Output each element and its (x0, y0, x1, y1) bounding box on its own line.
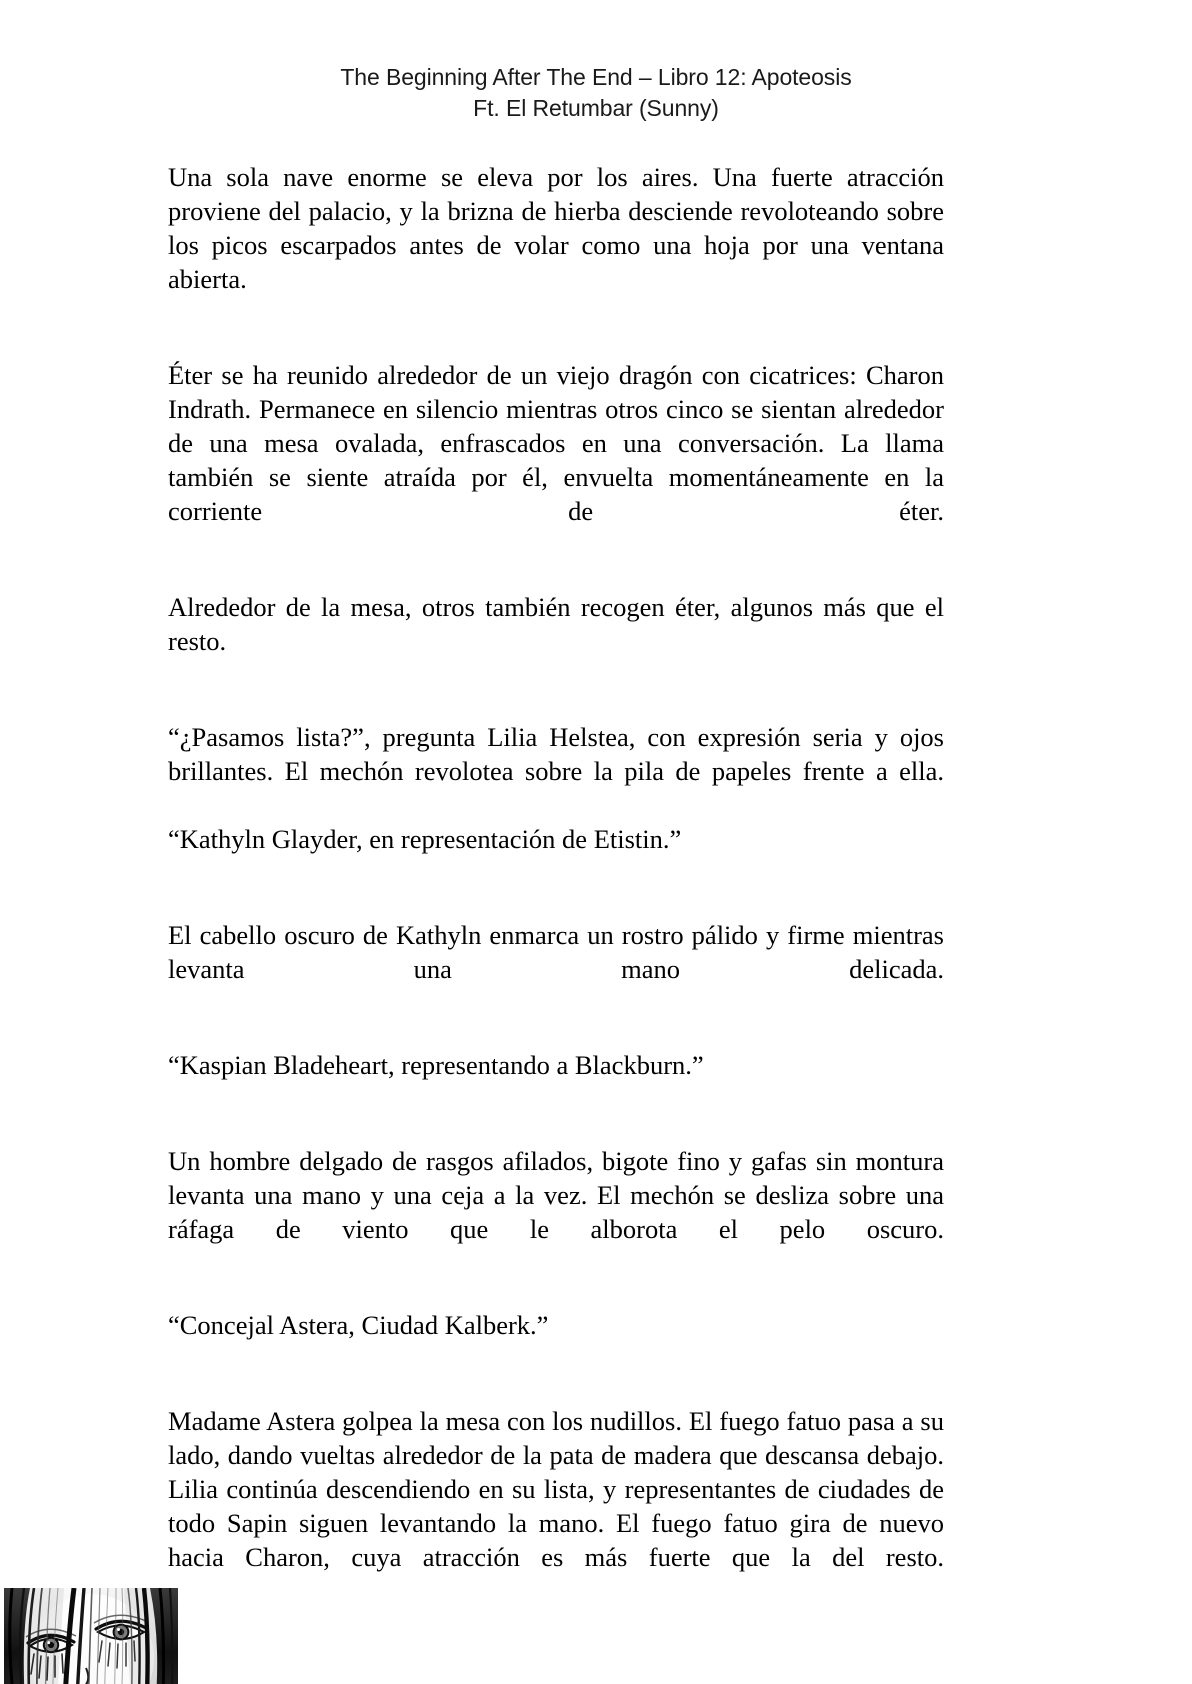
header-title-line: The Beginning After The End – Libro 12: Apoteosis (340, 64, 852, 90)
document-header (0, 62, 1192, 124)
manga-face-illustration (4, 1588, 178, 1684)
paragraph-10: Madame Astera golpea la mesa con los nudillos. El fuego fatuo pasa a su lado, dando vueltas alrededor de la pata de madera que descansa debajo. Lilia continúa descendiendo en su lista, y representantes de ciudades de todo Sapin siguen levantando la mano. El fuego fatuo gira de nuevo hacia Charon, cuya atracción es más fuerte que la del resto. (168, 1406, 944, 1572)
document-body (168, 160, 944, 1608)
paragraph-7-dialogue-kaspian: “Kaspian Bladeheart, representando a Blackburn.” (168, 1050, 704, 1080)
paragraph-3: Alrededor de la mesa, otros también recogen éter, algunos más que el resto. (168, 592, 944, 656)
paragraph-9-dialogue-astera: “Concejal Astera, Ciudad Kalberk.” (168, 1310, 549, 1340)
paragraph-6: El cabello oscuro de Kathyln enmarca un rostro pálido y firme mientras levanta una mano delicada. (168, 920, 944, 984)
paragraph-2: Éter se ha reunido alrededor de un viejo dragón con cicatrices: Charon Indrath. Permanece en silencio mientras otros cinco se sientan alrededor de una mesa ovalada, enfrascados en una conversación. La llama también se siente atraída por él, envuelta momentáneamente en la corriente de éter. (168, 360, 944, 526)
paragraph-4: “¿Pasamos lista?”, pregunta Lilia Helstea, con expresión seria y ojos brillantes. El mechón revolotea sobre la pila de papeles frente a ella. (168, 722, 944, 786)
paragraph-1: Una sola nave enorme se eleva por los aires. Una fuerte atracción proviene del palacio, y la brizna de hierba desciende revoloteando sobre los picos escarpados antes de volar como una hoja por una ventana abierta. (168, 162, 944, 294)
paragraph-8: Un hombre delgado de rasgos afilados, bigote fino y gafas sin montura levanta una mano y una ceja a la vez. El mechón se desliza sobre una ráfaga de viento que le alborota el pelo oscuro. (168, 1146, 944, 1244)
header-subtitle-line: Ft. El Retumbar (Sunny) (473, 95, 719, 121)
paragraph-5-dialogue-kathyln: “Kathyln Glayder, en representación de Etistin.” (168, 824, 682, 854)
